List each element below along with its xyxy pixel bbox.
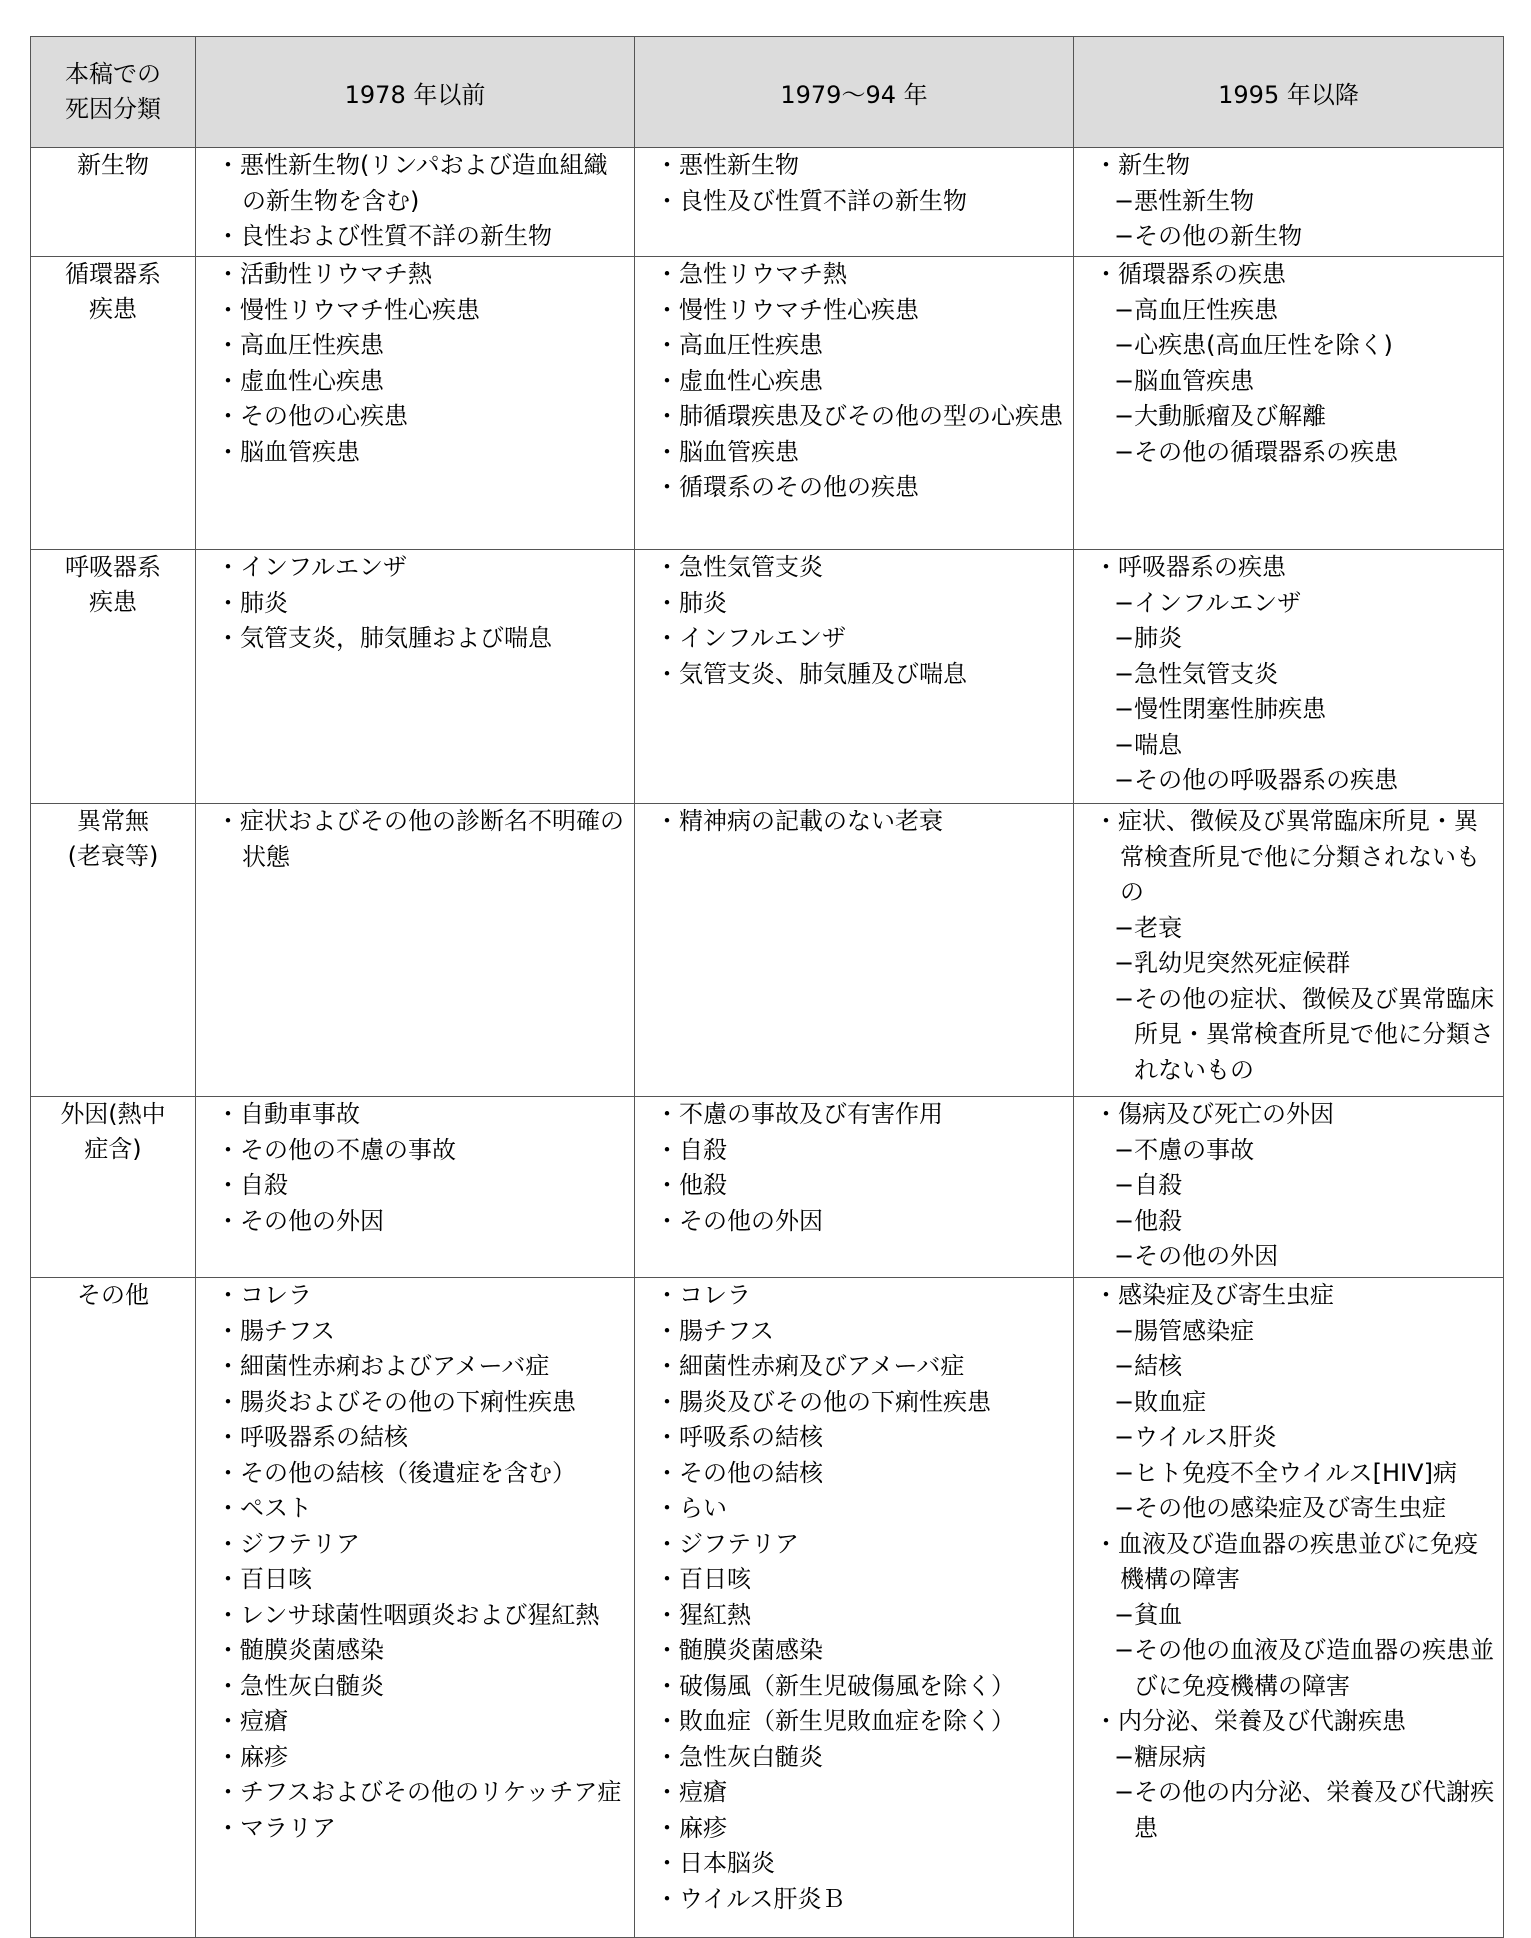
category-label: 呼吸器系 疾患 bbox=[65, 553, 161, 616]
list-item: ・急性リウマチ熱 bbox=[655, 260, 847, 288]
list-item: ・その他の結核（後遺症を含む） bbox=[216, 1458, 576, 1487]
list-item: −老衰 bbox=[1114, 913, 1183, 942]
header-category bbox=[31, 37, 196, 148]
category-cell bbox=[31, 804, 196, 1097]
list-item: −糖尿病 bbox=[1114, 1742, 1207, 1771]
list-item: ・急性灰白髄炎 bbox=[655, 1742, 823, 1771]
list-item: ・症状、徴候及び異常臨床所見・異常検査所見で他に分類されないもの bbox=[1094, 807, 1480, 906]
list-item: −結核 bbox=[1114, 1352, 1183, 1380]
cause-list bbox=[1094, 804, 1497, 1088]
list-item: −インフルエンザ bbox=[1114, 588, 1302, 617]
table-row bbox=[31, 804, 1504, 1097]
list-item: −その他の血液及び造血器の疾患並びに免疫機構の障害 bbox=[1114, 1636, 1495, 1700]
list-item: ・自殺 bbox=[216, 1171, 288, 1199]
list-item: ・良性および性質不詳の新生物 bbox=[216, 222, 552, 250]
list-item: ・悪性新生物(リンパおよび造血組織の新生物を含む) bbox=[216, 151, 608, 215]
list-item: −その他の感染症及び寄生虫症 bbox=[1114, 1494, 1447, 1522]
category-cell bbox=[31, 550, 196, 804]
items-cell-col3 bbox=[1074, 550, 1504, 804]
list-item: −貧血 bbox=[1114, 1600, 1183, 1629]
category-cell bbox=[31, 1097, 196, 1278]
list-item: ・らい bbox=[655, 1494, 727, 1522]
items-cell-col2 bbox=[635, 257, 1074, 550]
list-item: ・百日咳 bbox=[655, 1565, 751, 1593]
list-item: ・高血圧性疾患 bbox=[216, 331, 384, 359]
list-item: ・痘瘡 bbox=[655, 1778, 727, 1806]
list-item: ・慢性リウマチ性心疾患 bbox=[216, 295, 480, 324]
list-item: ・麻疹 bbox=[655, 1813, 727, 1842]
list-item: ・細菌性赤痢及びアメーバ症 bbox=[655, 1352, 965, 1380]
list-item: ・血液及び造血器の疾患並びに免疫機構の障害 bbox=[1094, 1529, 1478, 1593]
list-item: −心疾患(高血圧性を除く) bbox=[1114, 331, 1393, 359]
list-item: ・インフルエンザ bbox=[216, 553, 408, 581]
category-label: 循環器系 疾患 bbox=[65, 260, 161, 323]
list-item: −その他の循環器系の疾患 bbox=[1114, 437, 1399, 466]
list-item: ・急性灰白髄炎 bbox=[216, 1671, 384, 1700]
list-item: ・細菌性赤痢およびアメーバ症 bbox=[216, 1352, 550, 1380]
list-item: −その他の呼吸器系の疾患 bbox=[1114, 766, 1399, 794]
cause-list bbox=[655, 148, 1067, 219]
header-category-text: 本稿での 死因分類 bbox=[65, 60, 161, 123]
list-item: ・症状およびその他の診断名不明確の状態 bbox=[216, 807, 624, 871]
list-item: −ヒト免疫不全ウイルス[HIV]病 bbox=[1114, 1458, 1457, 1487]
list-item: ・痘瘡 bbox=[216, 1707, 288, 1735]
cause-list bbox=[1094, 550, 1497, 799]
cause-list bbox=[655, 1278, 1067, 1917]
list-item: ・ジフテリア bbox=[655, 1529, 799, 1558]
category-cell bbox=[31, 257, 196, 550]
items-cell-col1 bbox=[196, 257, 635, 550]
list-item: −自殺 bbox=[1114, 1171, 1183, 1199]
cause-list bbox=[1094, 1097, 1497, 1275]
items-cell-col1 bbox=[196, 148, 635, 257]
list-item: ・慢性リウマチ性心疾患 bbox=[655, 295, 919, 324]
table-row bbox=[31, 148, 1504, 257]
list-item: ・内分泌、栄養及び代謝疾患 bbox=[1094, 1707, 1406, 1735]
list-item: ・腸炎およびその他の下痢性疾患 bbox=[216, 1387, 576, 1416]
list-item: −急性気管支炎 bbox=[1114, 659, 1279, 688]
category-label: その他 bbox=[77, 1281, 149, 1309]
list-item: ・破傷風（新生児破傷風を除く） bbox=[655, 1671, 1015, 1700]
cause-list bbox=[1094, 257, 1497, 470]
list-item: ・その他の外因 bbox=[655, 1206, 823, 1235]
list-item: −敗血症 bbox=[1114, 1387, 1207, 1416]
items-cell-col1 bbox=[196, 1278, 635, 1938]
list-item: ・肺循環疾患及びその他の型の心疾患 bbox=[655, 402, 1063, 430]
list-item: ・脳血管疾患 bbox=[655, 437, 799, 466]
list-item: ・気管支炎、肺気腫及び喘息 bbox=[655, 659, 967, 688]
list-item: −その他の新生物 bbox=[1114, 222, 1303, 250]
list-item: ・インフルエンザ bbox=[655, 624, 847, 652]
list-item: ・呼吸器系の結核 bbox=[216, 1423, 408, 1451]
category-label: 外因(熱中 症含) bbox=[60, 1100, 166, 1163]
list-item: ・その他の結核 bbox=[655, 1458, 823, 1487]
cause-list bbox=[216, 804, 628, 875]
header-row bbox=[31, 37, 1504, 148]
table-body bbox=[31, 148, 1504, 1938]
list-item: ・虚血性心疾患 bbox=[655, 366, 823, 395]
cause-list bbox=[216, 148, 628, 255]
table-row bbox=[31, 1097, 1504, 1278]
list-item: ・肺炎 bbox=[655, 588, 727, 617]
list-item: ・コレラ bbox=[216, 1281, 312, 1309]
list-item: ・感染症及び寄生虫症 bbox=[1094, 1281, 1334, 1309]
cause-list bbox=[1094, 1278, 1497, 1846]
list-item: −その他の内分泌、栄養及び代謝疾患 bbox=[1114, 1778, 1495, 1842]
list-item: −喘息 bbox=[1114, 730, 1183, 759]
list-item: ・精神病の記載のない老衰 bbox=[655, 807, 943, 835]
items-cell-col3 bbox=[1074, 148, 1504, 257]
list-item: ・百日咳 bbox=[216, 1565, 312, 1593]
items-cell-col2 bbox=[635, 148, 1074, 257]
list-item: −ウイルス肝炎 bbox=[1114, 1423, 1277, 1451]
category-label: 異常無 (老衰等) bbox=[67, 807, 159, 870]
items-cell-col3 bbox=[1074, 804, 1504, 1097]
list-item: ・その他の心疾患 bbox=[216, 402, 408, 430]
items-cell-col1 bbox=[196, 550, 635, 804]
list-item: ・脳血管疾患 bbox=[216, 437, 360, 466]
category-cell bbox=[31, 148, 196, 257]
items-cell-col3 bbox=[1074, 257, 1504, 550]
list-item: ・悪性新生物 bbox=[655, 151, 799, 179]
list-item: ・コレラ bbox=[655, 1281, 751, 1309]
cause-list bbox=[216, 1278, 628, 1846]
cause-list bbox=[1094, 148, 1497, 255]
items-cell-col3 bbox=[1074, 1278, 1504, 1938]
list-item: −他殺 bbox=[1114, 1206, 1183, 1235]
list-item: ・その他の不慮の事故 bbox=[216, 1135, 456, 1164]
items-cell-col2 bbox=[635, 1278, 1074, 1938]
cause-list bbox=[655, 257, 1067, 506]
list-item: ・猩紅熱 bbox=[655, 1600, 751, 1629]
category-label: 新生物 bbox=[77, 151, 149, 179]
list-item: ・傷病及び死亡の外因 bbox=[1094, 1100, 1334, 1128]
list-item: −悪性新生物 bbox=[1114, 186, 1255, 215]
header-1978-before: 1978 年以前 bbox=[196, 37, 635, 148]
items-cell-col2 bbox=[635, 804, 1074, 1097]
cause-list bbox=[655, 550, 1067, 692]
list-item: ・腸チフス bbox=[655, 1316, 775, 1345]
list-item: −乳幼児突然死症候群 bbox=[1114, 949, 1351, 977]
list-item: −その他の症状、徴候及び異常臨床所見・異常検査所見で他に分類されないもの bbox=[1114, 984, 1495, 1084]
category-cell bbox=[31, 1278, 196, 1938]
list-item: −脳血管疾患 bbox=[1114, 366, 1255, 395]
cause-list bbox=[655, 804, 1067, 840]
cause-list bbox=[216, 550, 628, 657]
list-item: ・レンサ球菌性咽頭炎および猩紅熱 bbox=[216, 1600, 600, 1629]
list-item: −高血圧性疾患 bbox=[1114, 295, 1279, 324]
list-item: ・敗血症（新生児敗血症を除く） bbox=[655, 1707, 1015, 1735]
header-1995-after: 1995 年以降 bbox=[1074, 37, 1504, 148]
list-item: ・ジフテリア bbox=[216, 1529, 360, 1558]
list-item: −不慮の事故 bbox=[1114, 1135, 1255, 1164]
list-item: −肺炎 bbox=[1114, 624, 1183, 652]
list-item: ・ペスト bbox=[216, 1494, 312, 1522]
cause-list bbox=[216, 257, 628, 470]
list-item: ・不慮の事故及び有害作用 bbox=[655, 1100, 943, 1128]
list-item: ・気管支炎，肺気腫および喘息 bbox=[216, 624, 552, 652]
list-item: ・高血圧性疾患 bbox=[655, 331, 823, 359]
items-cell-col1 bbox=[196, 804, 635, 1097]
table-row bbox=[31, 550, 1504, 804]
items-cell-col2 bbox=[635, 550, 1074, 804]
list-item: −慢性閉塞性肺疾患 bbox=[1114, 695, 1327, 723]
list-item: ・急性気管支炎 bbox=[655, 553, 823, 581]
list-item: ・活動性リウマチ熱 bbox=[216, 260, 432, 288]
items-cell-col2 bbox=[635, 1097, 1074, 1278]
list-item: ・虚血性心疾患 bbox=[216, 366, 384, 395]
list-item: ・腸炎及びその他の下痢性疾患 bbox=[655, 1387, 991, 1416]
header-1979-94: 1979～94 年 bbox=[635, 37, 1074, 148]
list-item: ・呼吸器系の疾患 bbox=[1094, 553, 1286, 581]
list-item: ・良性及び性質不詳の新生物 bbox=[655, 186, 967, 215]
cause-list bbox=[655, 1097, 1067, 1239]
table-row bbox=[31, 257, 1504, 550]
list-item: −その他の外因 bbox=[1114, 1242, 1279, 1270]
cause-of-death-classification-table bbox=[30, 36, 1504, 1938]
list-item: −大動脈瘤及び解離 bbox=[1114, 402, 1327, 430]
list-item: ・循環器系の疾患 bbox=[1094, 260, 1286, 288]
list-item: ・呼吸系の結核 bbox=[655, 1423, 823, 1451]
list-item: ・ウイルス肝炎Ｂ bbox=[655, 1884, 846, 1913]
list-item: ・自殺 bbox=[655, 1135, 727, 1164]
list-item: ・腸チフス bbox=[216, 1316, 336, 1345]
list-item: ・その他の外因 bbox=[216, 1206, 384, 1235]
list-item: −腸管感染症 bbox=[1114, 1316, 1255, 1345]
list-item: ・髄膜炎菌感染 bbox=[216, 1636, 384, 1664]
list-item: ・日本脳炎 bbox=[655, 1849, 775, 1877]
cause-list bbox=[216, 1097, 628, 1239]
list-item: ・循環系のその他の疾患 bbox=[655, 473, 919, 501]
table-row bbox=[31, 1278, 1504, 1938]
items-cell-col1 bbox=[196, 1097, 635, 1278]
list-item: ・チフスおよびその他のリケッチア症 bbox=[216, 1778, 622, 1806]
list-item: ・他殺 bbox=[655, 1171, 727, 1199]
list-item: ・自動車事故 bbox=[216, 1100, 360, 1128]
list-item: ・肺炎 bbox=[216, 588, 288, 617]
items-cell-col3 bbox=[1074, 1097, 1504, 1278]
list-item: ・麻疹 bbox=[216, 1742, 288, 1771]
list-item: ・髄膜炎菌感染 bbox=[655, 1636, 823, 1664]
list-item: ・新生物 bbox=[1094, 151, 1190, 179]
list-item: ・マラリア bbox=[216, 1813, 336, 1842]
